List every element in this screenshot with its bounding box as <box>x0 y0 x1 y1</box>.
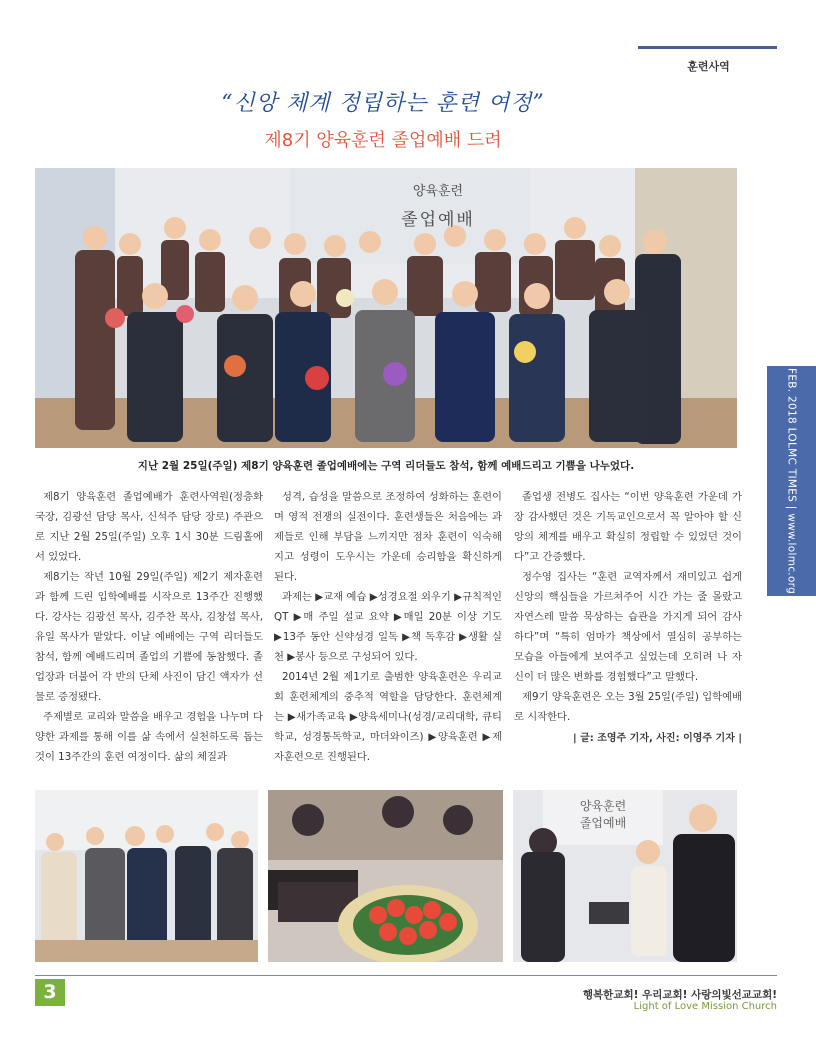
paragraph: 과제는 ▶교재 예습 ▶성경요절 외우기 ▶규칙적인 QT ▶매 주일 설교 요약 ▶매일 20분 이상 기도 ▶13주 동안 신약성경 일독 ▶책 독후감 ▶생활 실천 ▶봉사 등으로 구성되어 있다. <box>274 591 502 663</box>
section-label: 훈련사역 <box>687 60 730 73</box>
footer-rule <box>35 975 777 976</box>
paragraph: 제9기 양육훈련은 오는 3월 25일(주일) 입학예배로 시작한다. <box>514 691 742 723</box>
hero-sign-line1: 양육훈련 <box>412 184 464 199</box>
header-rule <box>638 46 777 49</box>
audience-photo <box>35 790 258 962</box>
certificate-photo-sign <box>553 798 653 832</box>
hero-sign-line2: 졸업예배 <box>401 210 475 230</box>
side-tab-text: FEB. 2018 LOLMC TIMES | www.lolmc.org <box>785 367 798 595</box>
group-photo <box>35 168 737 448</box>
paragraph: 제8기는 작년 10월 29일(주일) 제2기 제자훈련과 함께 드린 입학예배를 시작으로 13주간 진행했다. 강사는 김광선 목사, 김주찬 목사, 김창섭 목사, 유일 목사가 맡았다. 이날 예배에는 구역 리더들도 참석, 함께 예배드리며 졸업의 기쁨에 동참했다. 졸업장과 더불어 각 반의 단체 사진이 담긴 액자가 선물로 증정됐다. <box>35 571 263 703</box>
hero-sign <box>325 172 551 254</box>
article-column-1 <box>35 487 263 767</box>
paragraph: 성격, 습성을 말씀으로 조정하여 성화하는 훈련이며 영적 전쟁의 실전이다. 훈련생들은 처음에는 과제들로 인해 부담을 느끼지만 점차 훈련이 익숙해지고 성령이 도우시는 가운데 승리함을 확신하게 된다. <box>274 491 502 583</box>
paragraph: 주제별로 교리와 말씀을 배우고 경험을 나누며 다양한 과제를 통해 이를 삶 속에서 실천하도록 돕는 것이 13주간의 훈련 여정이다. 삶의 체질과 <box>35 711 263 763</box>
byline: | 글: 조영주 기자, 사진: 이영주 기자 | <box>572 733 742 744</box>
headline-subtitle: 제8기 양육훈련 졸업예배 드려 <box>264 130 502 151</box>
photo-caption: 지난 2월 25일(주일) 제8기 양육훈련 졸업예배에는 구역 리더들도 참석, 함께 예배드리고 기쁨을 나누었다. <box>137 460 635 472</box>
paragraph: 졸업생 전병도 집사는 “이번 양육훈련 가운데 가장 감사했던 것은 기독교인으로서 꼭 알아야 할 신앙의 체계를 배우고 확실히 정립할 수 있었던 것이다”고 간증했다. <box>514 491 742 563</box>
article-column-2 <box>274 487 502 767</box>
article-column-3 <box>514 487 742 749</box>
headline-quote: “신앙 체계 정립하는 훈련 여정” <box>221 91 545 116</box>
certificate-sign-line2: 졸업예배 <box>579 816 627 830</box>
side-tab <box>767 366 816 596</box>
footer-church-name: Light of Love Mission Church <box>633 1001 777 1012</box>
paragraph: 제8기 양육훈련 졸업예배가 훈련사역원(정층화 국장, 김광선 담당 목사, 신석주 담당 장로) 주관으로 지난 2월 25일(주일) 오후 1시 30분 드림홀에서 있었다. <box>35 491 263 563</box>
flowers-photo <box>268 790 503 962</box>
footer-slogan: 행복한교회! 우리교회! 사랑의빛선교교회! <box>582 989 777 1001</box>
page-number: 3 <box>35 979 65 1006</box>
paragraph: 정수영 집사는 “훈련 교역자께서 재미있고 쉽게 신앙의 핵심들을 가르쳐주어 시간 가는 줄 몰랐고 자연스레 말씀 묵상하는 습관을 가지게 되어 감사하다”며 “특히 엄마가 책상에서 열심히 공부하는 모습을 아들에게 보여주고 싶었는데 오히려 나 자신이 더 많은 변화를 경험했다”고 말했다. <box>514 571 742 683</box>
certificate-photo <box>513 790 737 962</box>
paragraph: 2014년 2월 제1기로 출범한 양육훈련은 우리교회 훈련체계의 중추적 역할을 담당한다. 훈련체계는 ▶새가족교육 ▶양육세미나(성경/교리대학, 큐티학교, 성경통독학교, 마더와이즈) ▶양육훈련 ▶제자훈련으로 진행된다. <box>274 671 502 763</box>
certificate-sign-line1: 양육훈련 <box>579 799 627 813</box>
